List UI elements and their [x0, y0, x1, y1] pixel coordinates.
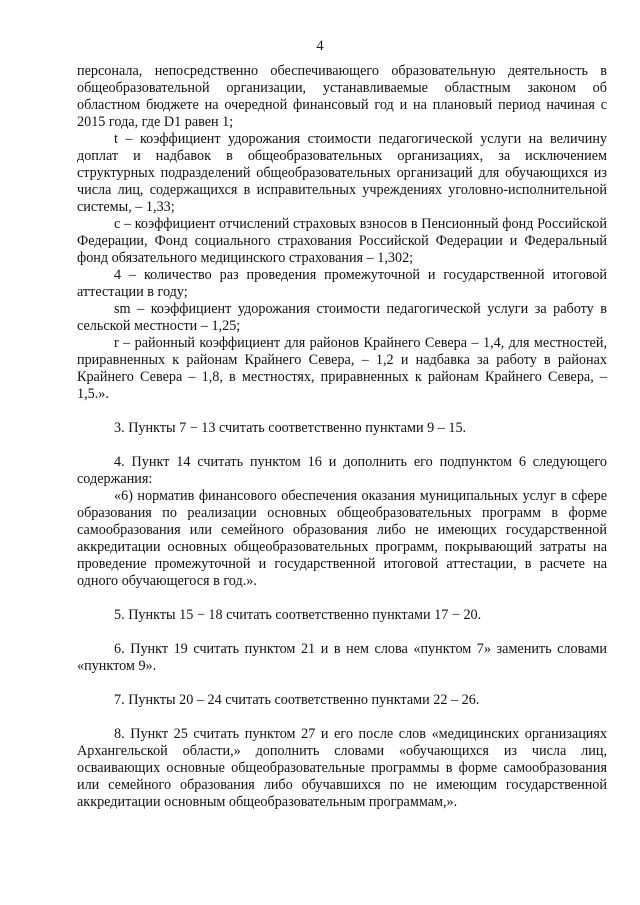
paragraph-item-4: 4. Пункт 14 считать пунктом 16 и дополнить его подпунктом 6 следующего содержания:	[77, 454, 607, 487]
paragraph-item-4-subitem-6: «6) норматив финансового обеспечения оказания муниципальных услуг в сфере образования по реализации основных общеобразовательных программ в форме самообразования или семейного образования либо не имеющих государственной аккредитации основных общеобразовательных программ, покрывающий затраты на проведение промежуточной и государственной итоговой аттестации, в расчете на одного обучающегося в год.».	[77, 488, 607, 589]
paragraph-coefficient-sm: sm – коэффициент удорожания стоимости педагогической услуги за работу в сельской местности – 1,25;	[77, 301, 607, 334]
paragraph-coefficient-t: t – коэффициент удорожания стоимости педагогической услуги на величину доплат и надбавок в общеобразовательных организациях, за исключением структурных подразделений общеобразовательных организаций для обучающихся из числа лиц, содержащихся в исправительных учреждениях уголовно-исполнительной системы, – 1,33;	[77, 131, 607, 215]
paragraph-item-3: 3. Пункты 7 − 13 считать соответственно пунктами 9 – 15.	[114, 420, 467, 436]
paragraph-attestation-count: 4 – количество раз проведения промежуточной и государственной итоговой аттестации в году;	[77, 267, 607, 300]
paragraph-personnel-continuation: персонала, непосредственно обеспечивающего образовательную деятельность в общеобразовательной организации, устанавливаемые областным законом об областном бюджете на очередной финансовый год и на плановый период начиная с 2015 года, где D1 равен 1;	[77, 63, 607, 130]
paragraph-item-8: 8. Пункт 25 считать пунктом 27 и его после слов «медицинских организациях Архангельской области,» дополнить словами «обучающихся из числа лиц, осваивающих основные общеобразовательные программы в форме самообразования или семейного образования либо обучавшихся по не имеющим государственной аккредитации основным общеобразовательным программам,».	[77, 726, 607, 810]
paragraph-item-6: 6. Пункт 19 считать пунктом 21 и в нем слова «пунктом 7» заменить словами «пунктом 9».	[77, 641, 607, 674]
paragraph-coefficient-r: r – районный коэффициент для районов Крайнего Севера – 1,4, для местностей, приравненных к районам Крайнего Севера, – 1,2 и надбавка за работу в районах Крайнего Севера – 1,8, в местностях, приравненных к районам Крайнего Севера, – 1,5.».	[77, 335, 607, 402]
document-body	[77, 63, 607, 811]
page-number: 4	[316, 38, 324, 54]
paragraph-item-5: 5. Пункты 15 − 18 считать соответственно пунктами 17 − 20.	[114, 607, 482, 623]
paragraph-coefficient-c: c – коэффициент отчислений страховых взносов в Пенсионный фонд Российской Федерации, Фонд социального страхования Российской Федерации и Федеральный фонд обязательного медицинского страхования – 1,302;	[77, 216, 607, 266]
paragraph-item-7: 7. Пункты 20 – 24 считать соответственно пунктами 22 – 26.	[114, 692, 480, 708]
